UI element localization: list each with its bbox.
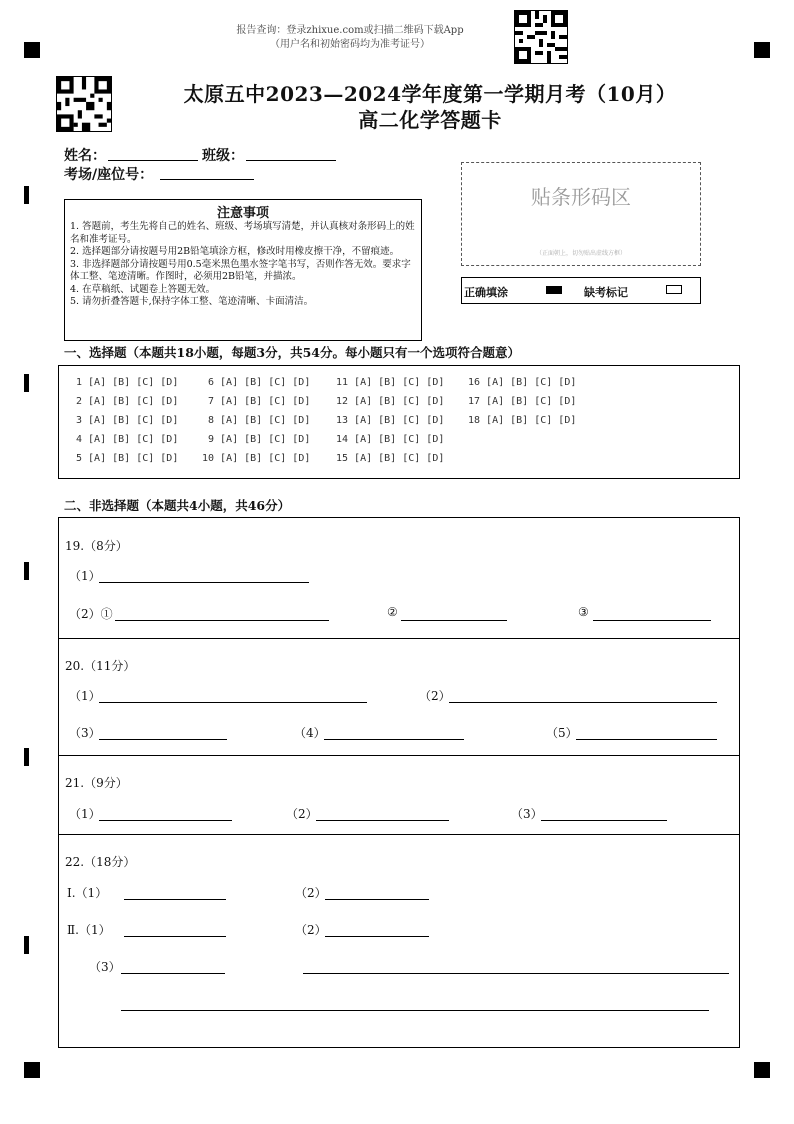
qr-code-icon — [56, 76, 112, 132]
q22-I-part1-label: Ⅰ.（1） — [67, 886, 108, 900]
name-label: 姓名： — [64, 148, 106, 164]
choice-row[interactable]: 13 [A] [B] [C] [D] — [336, 415, 445, 426]
q19-part2-label: （2）① — [69, 607, 113, 621]
question-19-title: 19.（8分） — [65, 539, 128, 553]
fill-legend — [461, 277, 701, 304]
correct-fill-sample — [546, 286, 562, 294]
question-21-title: 21.（9分） — [65, 776, 128, 790]
q22-II-part1-answer[interactable] — [124, 936, 226, 937]
report-query-line2: （用户名和初始密码均为准考证号） — [270, 39, 430, 50]
q20-part3-label: （3） — [69, 726, 101, 740]
choice-row[interactable]: 5 [A] [B] [C] [D] — [76, 453, 179, 464]
q20-part1-answer[interactable] — [99, 702, 367, 703]
choice-row[interactable]: 15 [A] [B] [C] [D] — [336, 453, 445, 464]
q21-part3-answer[interactable] — [541, 820, 667, 821]
timing-mark — [24, 936, 29, 954]
question-22-title: 22.（18分） — [65, 855, 136, 869]
q20-part2-label: （2） — [419, 689, 451, 703]
choice-row[interactable]: 6 [A] [B] [C] [D] — [208, 377, 311, 388]
choice-row[interactable]: 3 [A] [B] [C] [D] — [76, 415, 179, 426]
q20-part4-label: （4） — [294, 726, 326, 740]
notice-box — [64, 199, 422, 341]
section1-title: 一、选择题（本题共18小题，每题3分，共54分。每小题只有一个选项符合题意） — [64, 345, 520, 360]
question-20-title: 20.（11分） — [65, 659, 136, 673]
q22-II-part3-label: （3） — [89, 960, 121, 974]
notice-item: 5. 请勿折叠答题卡,保持字体工整、笔迹清晰、卡面清洁。 — [70, 296, 314, 307]
question-19-box — [58, 517, 740, 639]
choice-row[interactable]: 14 [A] [B] [C] [D] — [336, 434, 445, 445]
q19-part2-answer2[interactable] — [401, 620, 507, 621]
notice-heading: 注意事项 — [216, 206, 269, 221]
q22-I-part2-answer[interactable] — [325, 899, 429, 900]
registration-mark — [24, 1062, 40, 1078]
choice-row[interactable]: 18 [A] [B] [C] [D] — [468, 415, 577, 426]
q19-part2-answer3[interactable] — [593, 620, 711, 621]
choice-row[interactable]: 11 [A] [B] [C] [D] — [336, 377, 445, 388]
room-seat-field[interactable] — [160, 179, 254, 180]
choice-row[interactable]: 7 [A] [B] [C] [D] — [208, 396, 311, 407]
choice-row[interactable]: 4 [A] [B] [C] [D] — [76, 434, 179, 445]
timing-mark — [24, 748, 29, 766]
question-21-box — [58, 755, 740, 835]
choice-row[interactable]: 17 [A] [B] [C] [D] — [468, 396, 577, 407]
q22-I-part1-answer[interactable] — [124, 899, 226, 900]
q22-II-part3-answer-b[interactable] — [303, 973, 729, 974]
registration-mark — [24, 42, 40, 58]
q20-part4-answer[interactable] — [324, 739, 464, 740]
notice-item: 4. 在草稿纸、试题卷上答题无效。 — [70, 283, 216, 295]
q22-II-part2-label: （2） — [295, 923, 327, 937]
q20-part3-answer[interactable] — [99, 739, 227, 740]
room-seat-label: 考场/座位号： — [64, 167, 154, 183]
q20-part5-label: （5） — [546, 726, 578, 740]
q22-I-part2-label: （2） — [295, 886, 327, 900]
barcode-hint: （正面朝上，切勿贴出虚线方框） — [535, 250, 626, 257]
q22-II-part3-answer-c[interactable] — [121, 1010, 709, 1011]
q19-part2-answer1[interactable] — [115, 620, 329, 621]
q19-part2-circle3: ③ — [578, 605, 589, 619]
q20-part2-answer[interactable] — [449, 702, 717, 703]
q21-part1-answer[interactable] — [99, 820, 232, 821]
choice-row[interactable]: 8 [A] [B] [C] [D] — [208, 415, 311, 426]
page-title: 太原五中2023—2024学年度第一学期月考（10月） — [183, 82, 677, 106]
q19-part1-label: （1） — [69, 569, 101, 583]
q20-part5-answer[interactable] — [576, 739, 717, 740]
notice-item: 2. 选择题部分请按题号用2B铅笔填涂方框，修改时用橡皮擦干净，不留痕迹。 — [70, 246, 400, 257]
registration-mark — [754, 42, 770, 58]
timing-mark — [24, 186, 29, 204]
q19-part1-answer[interactable] — [99, 582, 309, 583]
choice-row[interactable]: 2 [A] [B] [C] [D] — [76, 396, 179, 407]
q21-part1-label: （1） — [69, 807, 101, 821]
question-22-box — [58, 834, 740, 1048]
qr-code-icon — [514, 10, 568, 64]
q19-part2-circle2: ② — [387, 605, 398, 619]
choice-row[interactable]: 12 [A] [B] [C] [D] — [336, 396, 445, 407]
class-field[interactable] — [246, 160, 336, 161]
q22-II-part3-answer-a[interactable] — [121, 973, 225, 974]
class-label: 班级： — [202, 148, 244, 164]
absent-mark-checkbox[interactable] — [666, 285, 682, 294]
choice-row[interactable]: 1 [A] [B] [C] [D] — [76, 377, 179, 388]
q22-II-part1-label: Ⅱ.（1） — [67, 923, 111, 937]
q21-part2-answer[interactable] — [316, 820, 449, 821]
page-subtitle: 高二化学答题卡 — [358, 108, 502, 132]
section2-title: 二、非选择题（本题共4小题，共46分） — [64, 498, 291, 513]
question-20-box — [58, 638, 740, 756]
registration-mark — [754, 1062, 770, 1078]
choice-row[interactable]: 9 [A] [B] [C] [D] — [208, 434, 311, 445]
q21-part3-label: （3） — [511, 807, 543, 821]
q22-II-part2-answer[interactable] — [325, 936, 429, 937]
notice-item: 3. 非选择题部分请按题号用0.5毫米黑色墨水签字笔书写，否则作答无效。要求字体工整、笔迹清晰。作图时，必须用2B铅笔，并描浓。 — [70, 258, 411, 282]
q20-part1-label: （1） — [69, 689, 101, 703]
report-query-line1: 报告查询：登录zhixue.com或扫描二维码下载App — [236, 25, 464, 36]
notice-item: 1. 答题前，考生先将自己的姓名、班级、考场填写清楚，并认真核对条形码上的姓名和准考证号。 — [70, 221, 415, 245]
correct-fill-label: 正确填涂 — [464, 286, 508, 299]
timing-mark — [24, 374, 29, 392]
name-field[interactable] — [108, 160, 198, 161]
barcode-area — [461, 162, 701, 266]
timing-mark — [24, 562, 29, 580]
absent-mark-label: 缺考标记 — [584, 286, 628, 299]
choice-row[interactable]: 10 [A] [B] [C] [D] — [202, 453, 311, 464]
report-query-notice — [200, 24, 500, 52]
choice-row[interactable]: 16 [A] [B] [C] [D] — [468, 377, 577, 388]
barcode-label: 贴条形码区 — [531, 185, 631, 209]
choice-answer-grid — [58, 365, 740, 479]
q21-part2-label: （2） — [286, 807, 318, 821]
